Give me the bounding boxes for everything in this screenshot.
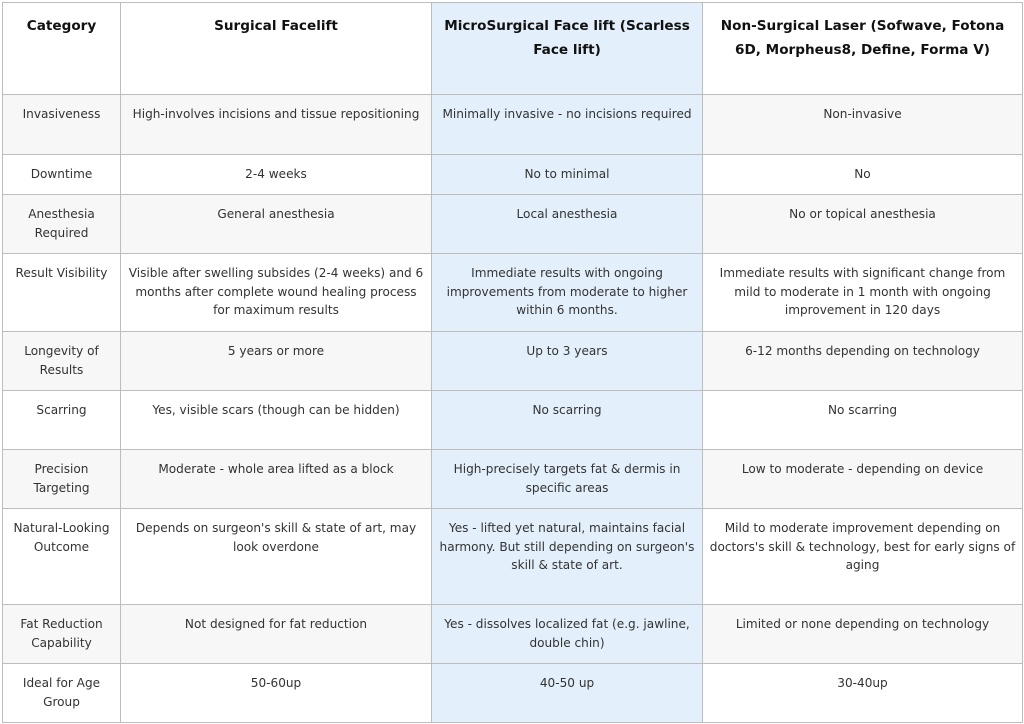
cell-microsurgical: Yes - lifted yet natural, maintains facial harmony. But still depending on surgeon's skill & state of art. [432,509,703,605]
table-row [3,332,1023,391]
cell-laser: Mild to moderate improvement depending on doctors's skill & technology, best for early signs of aging [703,509,1023,605]
table-row [3,95,1023,155]
cell-laser: No scarring [703,391,1023,450]
cell-surgical: Moderate - whole area lifted as a block [121,450,432,509]
cell-surgical: Not designed for fat reduction [121,605,432,664]
header-row [3,3,1023,95]
cell-surgical: High-involves incisions and tissue repositioning [121,95,432,155]
table-row [3,391,1023,450]
cell-surgical: 50-60up [121,664,432,723]
row-category: Precision Targeting [3,450,121,509]
table-row [3,450,1023,509]
table-row [3,254,1023,332]
cell-microsurgical: No to minimal [432,155,703,195]
cell-laser: 6-12 months depending on technology [703,332,1023,391]
header-microsurgical-facelift: MicroSurgical Face lift (Scarless Face lift) [432,3,703,95]
header-category: Category [3,3,121,95]
cell-microsurgical: No scarring [432,391,703,450]
header-surgical-facelift: Surgical Facelift [121,3,432,95]
cell-microsurgical: High-precisely targets fat & dermis in specific areas [432,450,703,509]
cell-microsurgical: Minimally invasive - no incisions required [432,95,703,155]
header-non-surgical-laser: Non-Surgical Laser (Sofwave, Fotona 6D, Morpheus8, Define, Forma V) [703,3,1023,95]
cell-laser: Non-invasive [703,95,1023,155]
row-category: Result Visibility [3,254,121,332]
cell-surgical: Yes, visible scars (though can be hidden) [121,391,432,450]
cell-laser: No [703,155,1023,195]
cell-surgical: Visible after swelling subsides (2-4 weeks) and 6 months after complete wound healing process for maximum results [121,254,432,332]
row-category: Downtime [3,155,121,195]
cell-surgical: Depends on surgeon's skill & state of art, may look overdone [121,509,432,605]
row-category: Longevity of Results [3,332,121,391]
cell-microsurgical: 40-50 up [432,664,703,723]
row-category: Invasiveness [3,95,121,155]
cell-laser: Limited or none depending on technology [703,605,1023,664]
row-category: Scarring [3,391,121,450]
table-row [3,155,1023,195]
cell-microsurgical: Immediate results with ongoing improvements from moderate to higher within 6 months. [432,254,703,332]
cell-microsurgical: Up to 3 years [432,332,703,391]
cell-laser: Immediate results with significant change from mild to moderate in 1 month with ongoing improvement in 120 days [703,254,1023,332]
row-category: Natural-Looking Outcome [3,509,121,605]
cell-surgical: General anesthesia [121,195,432,254]
table-row [3,664,1023,723]
cell-laser: No or topical anesthesia [703,195,1023,254]
row-category: Ideal for Age Group [3,664,121,723]
comparison-table [2,2,1023,723]
table-row [3,509,1023,605]
table-row [3,605,1023,664]
row-category: Anesthesia Required [3,195,121,254]
row-category: Fat Reduction Capability [3,605,121,664]
cell-microsurgical: Local anesthesia [432,195,703,254]
cell-surgical: 5 years or more [121,332,432,391]
cell-surgical: 2-4 weeks [121,155,432,195]
table-row [3,195,1023,254]
cell-laser: Low to moderate - depending on device [703,450,1023,509]
cell-microsurgical: Yes - dissolves localized fat (e.g. jawline, double chin) [432,605,703,664]
cell-laser: 30-40up [703,664,1023,723]
